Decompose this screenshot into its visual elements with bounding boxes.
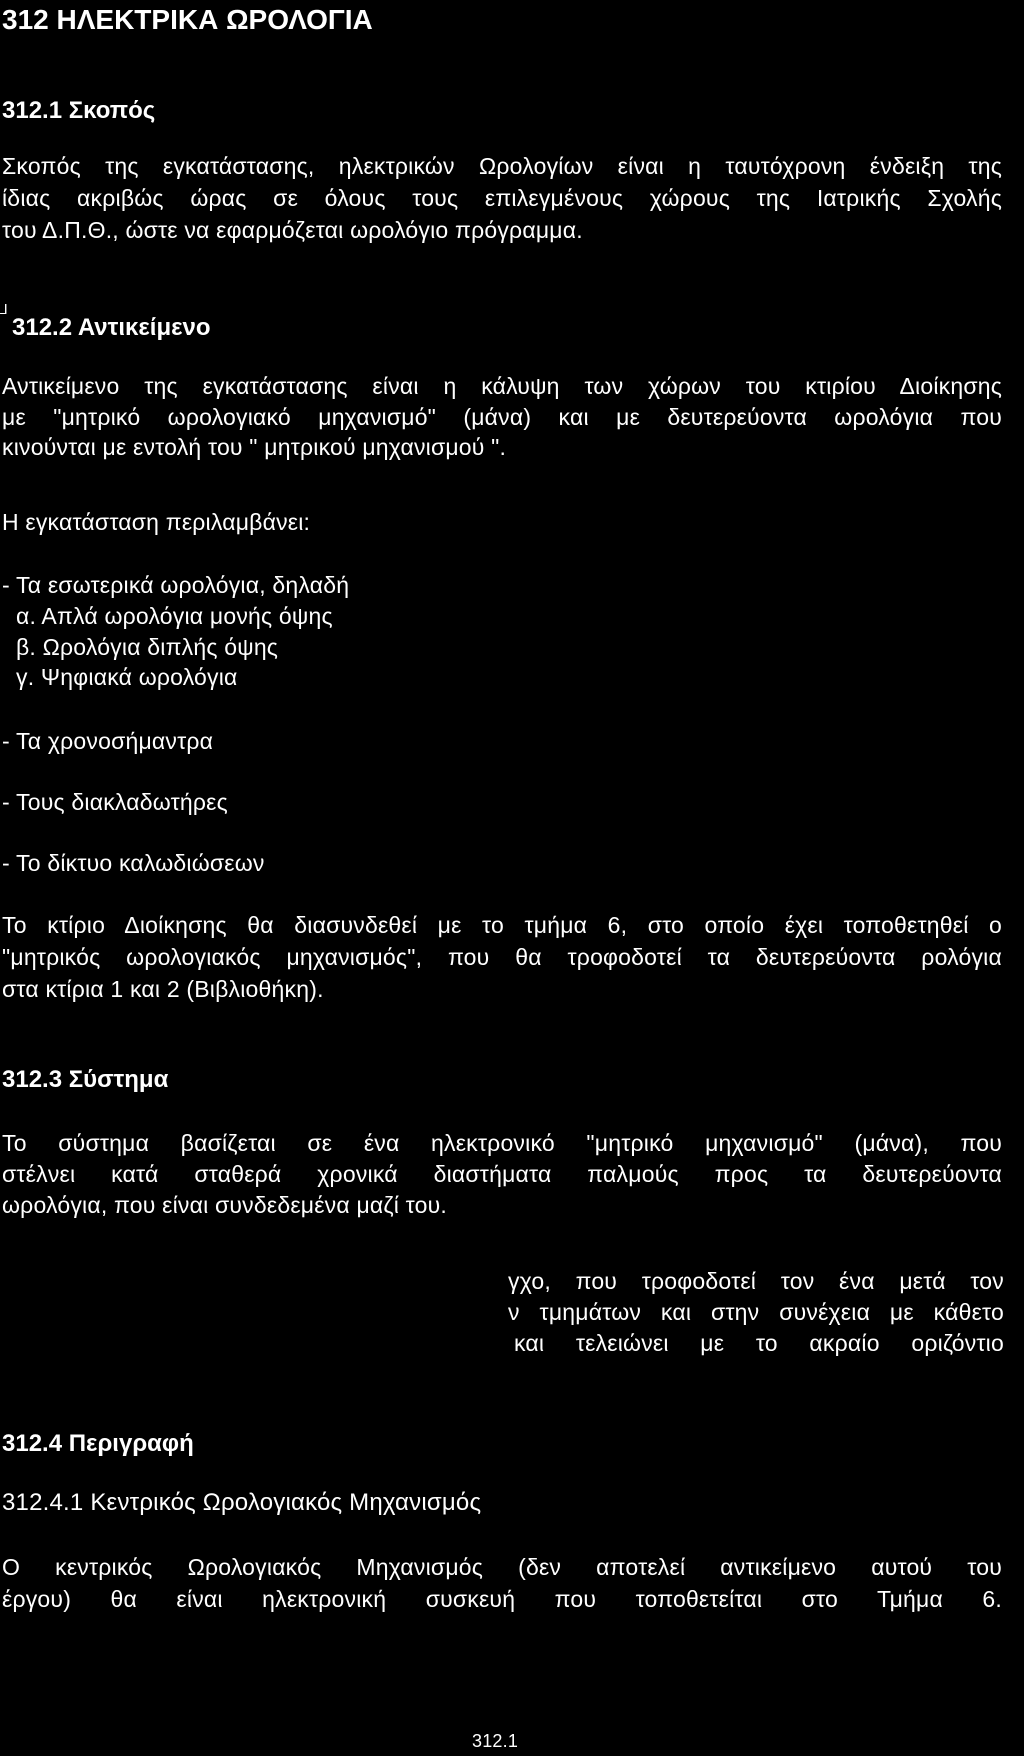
system-line-3: ωρολόγια, που είναι συνδεδεμένα μαζί του. bbox=[2, 1192, 447, 1218]
section-heading-system: 312.3 Σύστημα bbox=[2, 1066, 169, 1093]
list-item: γ. Ψηφιακά ωρολόγια bbox=[16, 664, 238, 690]
section-heading-purpose: 312.1 Σκοπός bbox=[2, 97, 156, 124]
list-item: - Τους διακλαδωτήρες bbox=[2, 789, 228, 815]
section-heading-object: 312.2 Αντικείμενο bbox=[12, 314, 211, 341]
includes-label: Η εγκατάσταση περιλαμβάνει: bbox=[2, 509, 311, 535]
fragment-line-1: γχο, που τροφοδοτεί τον ένα μετά τον bbox=[508, 1268, 1004, 1294]
object-line-1: Αντικείμενο της εγκατάστασης είναι η κάλυψη των χώρων του κτιρίου Διοίκησης bbox=[2, 373, 1002, 399]
interconnect-line-1: Το κτίριο Διοίκησης θα διασυνδεθεί με το τμήμα 6, στο οποίο έχει τοποθετηθεί ο bbox=[2, 912, 1002, 938]
list-item: - Τα εσωτερικά ωρολόγια, δηλαδή bbox=[2, 572, 350, 598]
purpose-line-2: ίδιας ακριβώς ώρας σε όλους τους επιλεγμένους χώρους της Ιατρικής Σχολής bbox=[2, 185, 1002, 211]
list-item: - Το δίκτυο καλωδιώσεων bbox=[2, 850, 265, 876]
object-line-2: με "μητρικό ωρολογιακό μηχανισμό" (μάνα) και με δευτερεύοντα ωρολόγια που bbox=[2, 404, 1002, 430]
description-line-1: Ο κεντρικός Ωρολογιακός Μηχανισμός (δεν αποτελεί αντικείμενο αυτού του bbox=[2, 1554, 1002, 1580]
list-item: - Τα χρονοσήμαντρα bbox=[2, 728, 214, 754]
document-title: 312 ΗΛΕΚΤΡΙΚΑ ΩΡΟΛΟΓΙΑ bbox=[2, 4, 373, 35]
description-line-2: έργου) θα είναι ηλεκτρονική συσκευή που τοποθετείται στο Τμήμα 6. bbox=[2, 1586, 1002, 1612]
list-item: β. Ωρολόγια διπλής όψης bbox=[16, 634, 279, 660]
subsection-heading-central-mechanism: 312.4.1 Κεντρικός Ωρολογιακός Μηχανισμός bbox=[2, 1489, 482, 1516]
page-number: 312.1 bbox=[472, 1731, 519, 1751]
scan-mark: ⅃ bbox=[0, 301, 8, 317]
fragment-line-2: ν τμημάτων και στην συνέχεια με κάθετο bbox=[508, 1299, 1004, 1325]
fragment-line-3: και τελειώνει με το ακραίο οριζόντιο bbox=[514, 1330, 1004, 1356]
interconnect-line-3: στα κτίρια 1 και 2 (Βιβλιοθήκη). bbox=[2, 976, 324, 1002]
list-item: α. Απλά ωρολόγια μονής όψης bbox=[16, 603, 333, 629]
purpose-line-3: του Δ.Π.Θ., ώστε να εφαρμόζεται ωρολόγιο πρόγραμμα. bbox=[2, 217, 583, 243]
object-line-3: κινούνται με εντολή του " μητρικού μηχανισμού ". bbox=[2, 434, 507, 460]
section-heading-description: 312.4 Περιγραφή bbox=[2, 1430, 194, 1457]
purpose-line-1: Σκοπός της εγκατάστασης, ηλεκτρικών Ωρολογίων είναι η ταυτόχρονη ένδειξη της bbox=[2, 153, 1002, 179]
system-line-2: στέλνει κατά σταθερά χρονικά διαστήματα παλμούς προς τα δευτερεύοντα bbox=[2, 1161, 1002, 1187]
interconnect-line-2: "μητρικός ωρολογιακός μηχανισμός", που θα τροφοδοτεί τα δευτερεύοντα ρολόγια bbox=[2, 944, 1002, 970]
system-line-1: Το σύστημα βασίζεται σε ένα ηλεκτρονικό "μητρικό μηχανισμό" (μάνα), που bbox=[2, 1130, 1002, 1156]
